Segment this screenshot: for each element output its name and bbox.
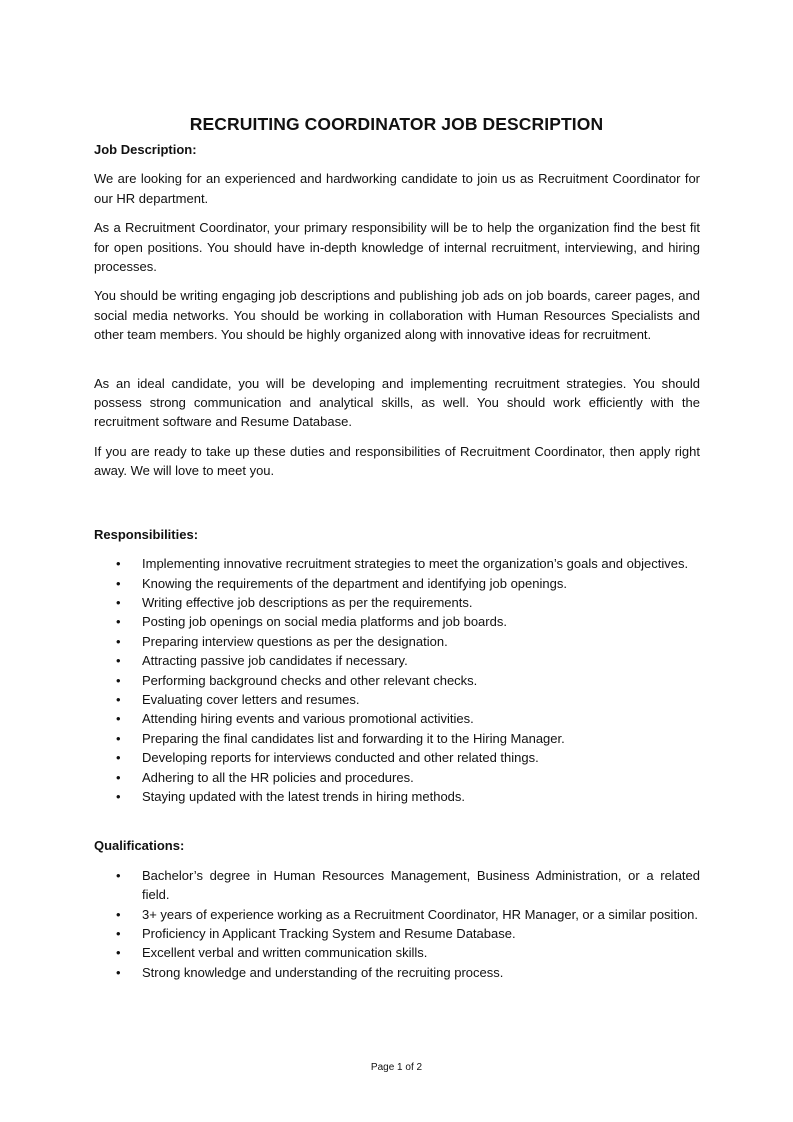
list-item-text: Attending hiring events and various promotional activities. bbox=[142, 711, 474, 727]
bullet-icon: • bbox=[116, 575, 121, 591]
list-item bbox=[94, 748, 700, 767]
list-item bbox=[94, 651, 700, 670]
paragraph: You should be writing engaging job descriptions and publishing job ads on job boards, career pages, and social media networks. You should be working in collaboration with Human Resources Specialists and other team members. You should be highly organized along with innovative ideas for recruitment. bbox=[94, 288, 700, 343]
list-item-text: Implementing innovative recruitment strategies to meet the organization’s goals and objectives. bbox=[142, 556, 689, 572]
list-item bbox=[94, 574, 700, 593]
list-item-text: Developing reports for interviews conducted and other related things. bbox=[142, 750, 539, 766]
paragraph: As a Recruitment Coordinator, your primary responsibility will be to help the organization find the best fit for open positions. You should have in-depth knowledge of internal recruitment, interviewing, and hiring processes. bbox=[94, 220, 700, 275]
list-item-text: Bachelor’s degree in Human Resources Management, Business Administration, or a related field. bbox=[142, 867, 700, 903]
paragraph: We are looking for an experienced and hardworking candidate to join us as Recruitment Coordinator for our HR department. bbox=[94, 171, 700, 206]
bullet-icon: • bbox=[116, 556, 121, 572]
list-item bbox=[94, 866, 700, 905]
list-item bbox=[94, 612, 700, 631]
bullet-icon: • bbox=[116, 633, 121, 649]
list-item-text: Preparing the final candidates list and forwarding it to the Hiring Manager. bbox=[142, 730, 565, 746]
list-item-text: Preparing interview questions as per the designation. bbox=[142, 633, 448, 649]
list-item bbox=[94, 787, 700, 806]
bullet-icon: • bbox=[116, 788, 121, 804]
list-item bbox=[94, 905, 700, 924]
list-item-text: Staying updated with the latest trends in hiring methods. bbox=[142, 788, 466, 804]
list-item bbox=[94, 924, 700, 943]
list-item bbox=[94, 963, 700, 982]
page-number: Page 1 of 2 bbox=[370, 1062, 423, 1073]
list-item-text: Knowing the requirements of the department and identifying job openings. bbox=[142, 575, 567, 591]
bullet-icon: • bbox=[116, 653, 121, 669]
list-item-text: Adhering to all the HR policies and procedures. bbox=[142, 769, 414, 785]
bullet-icon: • bbox=[116, 769, 121, 785]
list-item bbox=[94, 943, 700, 962]
paragraph: If you are ready to take up these duties and responsibilities of Recruitment Coordinator, then apply right away. We will love to meet you. bbox=[94, 443, 700, 479]
document-body bbox=[94, 140, 700, 1012]
bullet-icon: • bbox=[116, 964, 121, 980]
list-item bbox=[94, 632, 700, 651]
list-item bbox=[94, 554, 700, 573]
bullet-icon: • bbox=[116, 750, 121, 766]
bullet-icon: • bbox=[116, 730, 121, 746]
bullet-icon: • bbox=[116, 672, 121, 688]
list-item-text: Writing effective job descriptions as per the requirements. bbox=[142, 594, 473, 610]
list-item-text: Performing background checks and other relevant checks. bbox=[142, 672, 478, 688]
list-item-text: 3+ years of experience working as a Recruitment Coordinator, HR Manager, or a similar position. bbox=[142, 906, 699, 922]
bullet-icon: • bbox=[116, 594, 121, 610]
list-item-text: Attracting passive job candidates if necessary. bbox=[142, 653, 408, 669]
bullet-icon: • bbox=[116, 691, 121, 707]
job-description-heading: Job Description: bbox=[94, 142, 197, 157]
list-item-text: Evaluating cover letters and resumes. bbox=[142, 691, 360, 707]
bullet-icon: • bbox=[116, 906, 121, 922]
document-title: RECRUITING COORDINATOR JOB DESCRIPTION bbox=[189, 114, 604, 134]
list-item bbox=[94, 671, 700, 690]
responsibilities-list bbox=[94, 554, 700, 806]
list-item bbox=[94, 709, 700, 728]
qualifications-heading: Qualifications: bbox=[94, 838, 185, 854]
bullet-icon: • bbox=[116, 614, 121, 630]
list-item bbox=[94, 593, 700, 612]
bullet-icon: • bbox=[116, 711, 121, 727]
list-item bbox=[94, 690, 700, 709]
bullet-icon: • bbox=[116, 945, 121, 961]
bullet-icon: • bbox=[116, 867, 121, 883]
responsibilities-heading: Responsibilities: bbox=[94, 526, 199, 542]
bullet-icon: • bbox=[116, 926, 121, 941]
list-item-text: Strong knowledge and understanding of the recruiting process. bbox=[142, 964, 504, 980]
list-item-text: Proficiency in Applicant Tracking System and Resume Database. bbox=[142, 926, 516, 941]
paragraph: As an ideal candidate, you will be developing and implementing recruitment strategies. You should possess strong communication and analytical skills, as well. You should work efficiently with the recruitment software and Resume Database. bbox=[94, 375, 700, 430]
qualifications-list bbox=[94, 866, 700, 982]
list-item bbox=[94, 768, 700, 787]
list-item-text: Posting job openings on social media platforms and job boards. bbox=[142, 614, 507, 630]
list-item bbox=[94, 729, 700, 748]
list-item-text: Excellent verbal and written communication skills. bbox=[142, 945, 428, 961]
